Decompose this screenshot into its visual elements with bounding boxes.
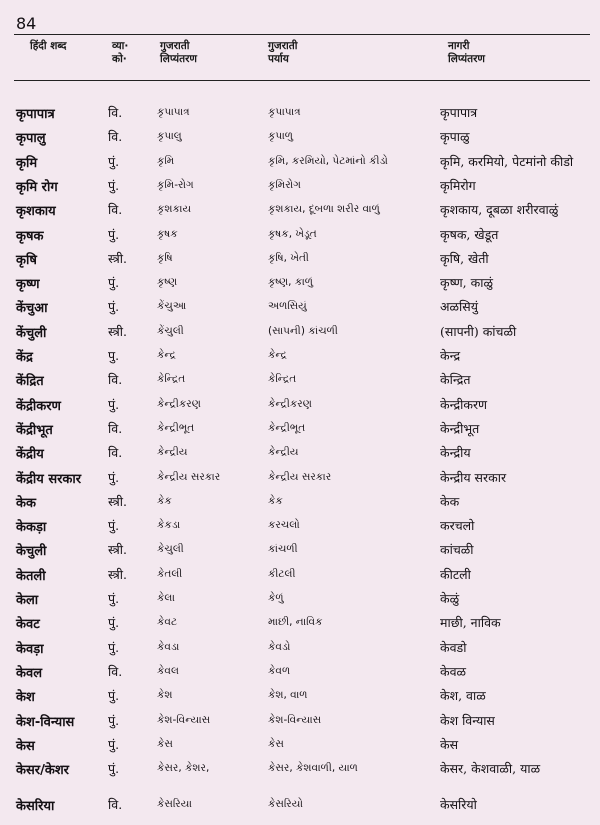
entry-hindi-word: केवड़ा bbox=[16, 641, 44, 657]
entry-gujarati-transliteration: કૃષક bbox=[157, 227, 178, 240]
entry-hindi-word: केंद्र bbox=[16, 350, 33, 365]
entry-hindi-word: केसरिया bbox=[16, 799, 55, 815]
entry-grammar: पुं. bbox=[108, 591, 120, 606]
entry-row bbox=[0, 614, 600, 638]
entry-gujarati-transliteration: કેચુલી bbox=[157, 543, 184, 556]
header-gujarati-transliteration bbox=[160, 40, 197, 66]
entry-grammar: वि. bbox=[108, 797, 123, 813]
entry-row bbox=[0, 177, 600, 201]
entry-row bbox=[0, 153, 600, 177]
entry-gujarati-synonym: કેન્દ્રીય bbox=[268, 446, 299, 459]
entry-gujarati-synonym: કૃપાળુ bbox=[268, 130, 293, 143]
entry-gujarati-transliteration: કેવલ bbox=[157, 664, 179, 677]
entry-gujarati-transliteration: કેશ-વિન્યાસ bbox=[157, 713, 211, 726]
entry-grammar: पुं. bbox=[108, 639, 120, 655]
entry-grammar: पुं. bbox=[108, 712, 120, 728]
entry-row bbox=[0, 323, 600, 347]
entry-gujarati-transliteration: કેવટ bbox=[157, 616, 178, 629]
entry-gujarati-transliteration: કેશ bbox=[157, 689, 173, 702]
entry-gujarati-transliteration: કૃષિ bbox=[157, 251, 173, 264]
entry-row bbox=[0, 104, 600, 128]
header-guj-translit-line2: लिप्यंतरण bbox=[160, 53, 197, 65]
entry-nagari-transliteration: केळुं bbox=[440, 591, 460, 606]
entry-gujarati-synonym: કેશ-વિન્યાસ bbox=[268, 713, 322, 726]
entry-grammar: पुं. bbox=[108, 469, 120, 485]
entry-gujarati-synonym: કૃપાપાત્ર bbox=[268, 106, 301, 118]
entry-nagari-transliteration: कृशकाय, दूबळा शरीरवाळुं bbox=[440, 202, 559, 218]
entry-gujarati-transliteration: કૃમિ bbox=[157, 154, 175, 167]
header-bottom-rule bbox=[14, 80, 590, 81]
entry-nagari-transliteration: करचलो bbox=[440, 518, 475, 534]
entry-hindi-word: केंद्रीय सरकार bbox=[16, 471, 82, 487]
entry-nagari-transliteration: केवळ bbox=[440, 663, 467, 679]
entry-hindi-word: केचुली bbox=[16, 544, 47, 560]
entry-nagari-transliteration: केन्द्र bbox=[440, 348, 461, 363]
entry-gujarati-transliteration: કેન્દ્રીભૂત bbox=[157, 421, 195, 434]
entry-gujarati-synonym: કરચલો bbox=[268, 519, 300, 532]
entry-gujarati-synonym: કેવડો bbox=[268, 640, 291, 653]
entry-gujarati-synonym: કેક bbox=[268, 494, 283, 507]
entry-gujarati-transliteration: કેક bbox=[157, 494, 172, 507]
entry-gujarati-transliteration: કેસરિયા bbox=[157, 798, 192, 811]
entry-gujarati-transliteration: કૃષ્ણ bbox=[157, 276, 178, 289]
entry-gujarati-transliteration: કેતલી bbox=[157, 567, 183, 580]
entry-gujarati-synonym: કેન્દ્રીકરણ bbox=[268, 397, 312, 410]
entry-nagari-transliteration: केसरियो bbox=[440, 797, 477, 813]
header-nagari-line1: नागरी bbox=[448, 40, 470, 52]
entry-hindi-word: केवल bbox=[16, 665, 43, 681]
entry-nagari-transliteration: केन्द्रीकरण bbox=[440, 396, 488, 412]
entry-row bbox=[0, 420, 600, 444]
entry-nagari-transliteration: कृपाळु bbox=[440, 129, 470, 145]
entry-gujarati-synonym: કેવળ bbox=[268, 664, 291, 677]
header-nagari-transliteration bbox=[448, 40, 485, 66]
entry-hindi-word: केश-विन्यास bbox=[16, 714, 75, 730]
entry-hindi-word: केंद्रीय bbox=[16, 447, 44, 463]
entry-gujarati-synonym: કેસરિયો bbox=[268, 798, 303, 811]
entry-nagari-transliteration: केन्द्रित bbox=[440, 372, 471, 388]
entry-grammar: स्त्री. bbox=[108, 493, 127, 509]
entry-gujarati-synonym: કીટલી bbox=[268, 567, 296, 580]
entry-grammar: वि. bbox=[108, 420, 123, 436]
entry-gujarati-synonym: કેળું bbox=[268, 592, 284, 604]
entry-nagari-transliteration: कृषि, खेती bbox=[440, 250, 489, 266]
entry-hindi-word: कृपालु bbox=[16, 131, 46, 147]
entry-gujarati-synonym: કેન્દ્રીય સરકાર bbox=[268, 470, 332, 483]
entry-gujarati-transliteration: કેન્દ્રીકરણ bbox=[157, 397, 201, 410]
entry-grammar: वि. bbox=[108, 372, 123, 388]
entry-gujarati-synonym: કેન્દ્રીભૂત bbox=[268, 421, 306, 434]
entry-gujarati-synonym: કૃશકાય, દૂબળા શરીર વાળું bbox=[268, 203, 380, 216]
entry-nagari-transliteration: (सापनी) कांचळी bbox=[440, 323, 517, 339]
entry-row bbox=[0, 517, 600, 541]
entry-row bbox=[0, 201, 600, 225]
header-hindi-word bbox=[30, 40, 66, 53]
entry-gujarati-synonym: કેસ bbox=[268, 737, 284, 750]
entry-grammar: पुं. bbox=[108, 518, 120, 534]
entry-hindi-word: केश bbox=[16, 690, 35, 706]
entry-gujarati-synonym: કેશ, વાળ bbox=[268, 689, 308, 702]
entry-hindi-word: कृष्ण bbox=[16, 277, 40, 293]
entry-gujarati-transliteration: કેન્દ્રિત bbox=[157, 373, 186, 386]
entry-row bbox=[0, 566, 600, 590]
entry-row bbox=[0, 250, 600, 274]
entry-hindi-word: कृशकाय bbox=[16, 204, 56, 220]
entry-gujarati-synonym: કેન્દ્ર bbox=[268, 349, 287, 361]
entry-hindi-word: केंचुआ bbox=[16, 301, 48, 317]
entry-hindi-word: कृपापात्र bbox=[16, 107, 55, 122]
header-top-rule bbox=[14, 34, 590, 35]
header-guj-synonym-line2: पर्याय bbox=[268, 53, 289, 65]
entry-gujarati-synonym: કૃમિ, કરમિયો, પેટમાંનો કીડો bbox=[268, 154, 388, 167]
header-grammar-line1: व्या· bbox=[112, 40, 129, 52]
entry-row bbox=[0, 444, 600, 468]
page-number: 84 bbox=[16, 14, 37, 33]
entry-grammar: वि. bbox=[108, 445, 123, 461]
entry-nagari-transliteration: कृपापात्र bbox=[440, 105, 478, 120]
entry-row bbox=[0, 663, 600, 687]
entry-nagari-transliteration: माछी, नाविक bbox=[440, 615, 501, 631]
entry-gujarati-synonym: કૃમિરોગ bbox=[268, 178, 301, 191]
entry-gujarati-transliteration: કેન્દ્ર bbox=[157, 349, 176, 361]
entry-gujarati-synonym: અળસિયું bbox=[268, 300, 307, 313]
entry-grammar: पुं. bbox=[108, 177, 120, 193]
entry-grammar: पुं. bbox=[108, 615, 120, 631]
entry-nagari-transliteration: केन्द्रीय सरकार bbox=[440, 469, 507, 485]
entry-nagari-transliteration: केश, वाळ bbox=[440, 688, 486, 704]
entry-gujarati-transliteration: કૃમિ-રોગ bbox=[157, 178, 194, 191]
header-grammar bbox=[112, 40, 128, 66]
entry-row bbox=[0, 712, 600, 736]
entry-nagari-transliteration: कृषक, खेडूत bbox=[440, 226, 499, 242]
entry-gujarati-synonym: કેસર, કેશવાળી, યાળ bbox=[268, 762, 358, 775]
entry-grammar: पुं. bbox=[108, 688, 120, 704]
entry-nagari-transliteration: कांचळी bbox=[440, 542, 474, 558]
entry-row bbox=[0, 639, 600, 663]
entry-gujarati-synonym: કેન્દ્રિત bbox=[268, 373, 297, 386]
entry-hindi-word: कृषि bbox=[16, 252, 37, 268]
entry-gujarati-synonym: કૃષ્ણ, કાળું bbox=[268, 276, 313, 289]
entry-hindi-word: केंद्रित bbox=[16, 374, 44, 390]
header-guj-synonym-line1: गुजराती bbox=[268, 40, 298, 52]
entry-nagari-transliteration: केन्द्रीभूत bbox=[440, 420, 480, 436]
entry-grammar: वि. bbox=[108, 129, 123, 145]
entry-gujarati-synonym: માછી, નાવિક bbox=[268, 616, 323, 629]
entry-hindi-word: केतली bbox=[16, 568, 46, 584]
entry-grammar: स्त्री. bbox=[108, 250, 127, 266]
entry-grammar: वि. bbox=[108, 663, 123, 679]
entry-nagari-transliteration: केस bbox=[440, 736, 459, 752]
entry-nagari-transliteration: केन्द्रीय bbox=[440, 445, 471, 461]
entry-row bbox=[0, 736, 600, 760]
entry-hindi-word: केला bbox=[16, 593, 39, 608]
entry-gujarati-transliteration: કેન્દ્રીય સરકાર bbox=[157, 470, 221, 483]
entry-gujarati-transliteration: કેસર, કેશર, bbox=[157, 762, 210, 775]
header-grammar-line2: को· bbox=[112, 53, 127, 65]
entry-nagari-transliteration: कृमिरोग bbox=[440, 177, 476, 193]
entry-grammar: पुं. bbox=[108, 736, 120, 752]
entry-nagari-transliteration: अळसियुं bbox=[440, 299, 478, 315]
entry-gujarati-transliteration: કેકડા bbox=[157, 519, 181, 532]
entry-nagari-transliteration: केसर, केशवाळी, याळ bbox=[440, 761, 541, 777]
entry-grammar: पुं. bbox=[108, 396, 120, 412]
entry-gujarati-transliteration: કૃપાલુ bbox=[157, 130, 182, 143]
entry-row bbox=[0, 226, 600, 250]
entry-nagari-transliteration: कीटली bbox=[440, 566, 471, 582]
header-gujarati-synonym bbox=[268, 40, 297, 66]
entry-hindi-word: कृमि bbox=[16, 155, 38, 171]
entry-nagari-transliteration: केक bbox=[440, 493, 460, 509]
entry-row bbox=[0, 760, 600, 784]
entry-nagari-transliteration: केवडो bbox=[440, 639, 467, 655]
entry-grammar: स्त्री. bbox=[108, 542, 127, 558]
entry-row bbox=[0, 796, 600, 820]
entry-nagari-transliteration: कृष्ण, काळुं bbox=[440, 275, 493, 291]
entry-row bbox=[0, 347, 600, 371]
entry-hindi-word: केवट bbox=[16, 617, 40, 633]
entry-row bbox=[0, 274, 600, 298]
entry-nagari-transliteration: केश विन्यास bbox=[440, 712, 495, 728]
header-nagari-line2: लिप्यंतरण bbox=[448, 53, 485, 65]
entry-hindi-word: केंद्रीभूत bbox=[16, 422, 53, 438]
entry-grammar: पुं. bbox=[108, 275, 120, 291]
entry-gujarati-synonym: કૃષિ, ખેતી bbox=[268, 251, 309, 264]
entry-gujarati-synonym: કાંચળી bbox=[268, 543, 298, 556]
entry-nagari-transliteration: कृमि, करमियो, पेटमांनो कीडो bbox=[440, 153, 574, 169]
entry-gujarati-transliteration: કેંચુલી bbox=[157, 324, 184, 337]
entry-row bbox=[0, 687, 600, 711]
entry-grammar: वि. bbox=[108, 105, 123, 120]
entry-row bbox=[0, 128, 600, 152]
entry-gujarati-transliteration: કેસ bbox=[157, 737, 173, 750]
entry-row bbox=[0, 493, 600, 517]
entry-gujarati-transliteration: કેન્દ્રીય bbox=[157, 446, 188, 459]
entry-gujarati-transliteration: કેંચુઆ bbox=[157, 300, 187, 313]
entry-gujarati-synonym: કૃષક, ખેડૂત bbox=[268, 227, 317, 240]
entry-hindi-word: केस bbox=[16, 738, 35, 754]
entry-grammar: स्त्री. bbox=[108, 566, 127, 582]
entry-hindi-word: केंद्रीकरण bbox=[16, 398, 61, 414]
entry-gujarati-transliteration: કેલા bbox=[157, 592, 175, 604]
entry-row bbox=[0, 590, 600, 614]
entry-row bbox=[0, 371, 600, 395]
entry-grammar: वि. bbox=[108, 202, 123, 218]
entry-gujarati-transliteration: કેવડા bbox=[157, 640, 180, 653]
entry-row bbox=[0, 396, 600, 420]
entry-hindi-word: केंचुली bbox=[16, 325, 47, 341]
entry-gujarati-transliteration: કૃશકાય bbox=[157, 203, 192, 216]
entry-grammar: पुं. bbox=[108, 226, 120, 242]
entry-hindi-word: कृषक bbox=[16, 228, 44, 244]
entry-hindi-word: कृमि रोग bbox=[16, 179, 58, 195]
entry-row bbox=[0, 541, 600, 565]
entry-grammar: पुं. bbox=[108, 761, 120, 777]
header-guj-translit-line1: गुजराती bbox=[160, 40, 190, 52]
entry-hindi-word: केकड़ा bbox=[16, 520, 47, 536]
entry-row bbox=[0, 298, 600, 322]
header-hindi-word-label: हिंदी शब्द bbox=[30, 40, 67, 52]
entry-grammar: स्त्री. bbox=[108, 323, 127, 339]
entry-row bbox=[0, 469, 600, 493]
entry-hindi-word: केक bbox=[16, 495, 36, 511]
entry-grammar: पुं. bbox=[108, 299, 120, 315]
entry-gujarati-transliteration: કૃપાપાત્ર bbox=[157, 106, 190, 118]
entry-gujarati-synonym: (સાપની) કાંચળી bbox=[268, 324, 338, 337]
entry-grammar: पुं. bbox=[108, 153, 120, 169]
entry-grammar: पु. bbox=[108, 348, 120, 363]
entry-hindi-word: केसर/केशर bbox=[16, 763, 69, 779]
